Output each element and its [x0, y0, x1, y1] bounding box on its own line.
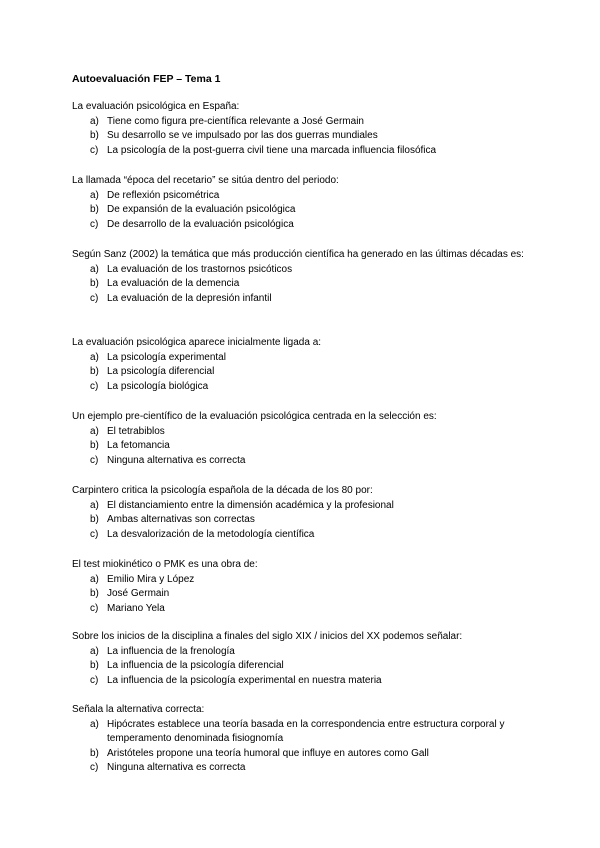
question-9	[72, 703, 532, 776]
option-letter: c)	[90, 762, 99, 774]
option-text: Ambas alternativas son correctas	[107, 514, 255, 526]
option-letter: c)	[90, 674, 99, 686]
options-list	[72, 718, 532, 776]
question-2	[72, 174, 532, 232]
options-list	[72, 573, 532, 617]
option-text: La psicología diferencial	[107, 366, 215, 378]
option-text: Mariano Yela	[107, 602, 165, 614]
option-letter: c)	[90, 144, 99, 156]
question-6	[72, 484, 532, 542]
option-letter: b)	[90, 204, 99, 216]
option-b	[72, 365, 532, 380]
option-text: La influencia de la psicología diferencial	[107, 660, 284, 672]
option-letter: c)	[90, 380, 99, 392]
option-text: De expansión de la evaluación psicológica	[107, 204, 296, 216]
option-text: De desarrollo de la evaluación psicológica	[107, 218, 294, 230]
option-a	[72, 718, 532, 747]
option-text: La fetomancia	[107, 440, 170, 452]
option-letter: b)	[90, 514, 99, 526]
question-text: El test miokinético o PMK es una obra de:	[72, 559, 258, 570]
option-letter: a)	[90, 263, 99, 275]
option-a	[72, 263, 532, 278]
option-letter: a)	[90, 425, 99, 437]
option-c	[72, 144, 532, 159]
question-text: Un ejemplo pre-científico de la evaluación psicológica centrada en la selección es:	[72, 411, 437, 422]
option-text: La evaluación de la demencia	[107, 278, 240, 290]
question-text: Carpintero critica la psicología española de la década de los 80 por:	[72, 485, 373, 496]
option-letter: c)	[90, 528, 99, 540]
option-c	[72, 761, 532, 776]
question-3	[72, 248, 532, 306]
option-b	[72, 587, 532, 602]
option-letter: a)	[90, 115, 99, 127]
options-list	[72, 425, 532, 469]
question-text: La evaluación psicológica aparece inicialmente ligada a:	[72, 337, 322, 348]
option-c	[72, 674, 532, 689]
option-text: Su desarrollo se ve impulsado por las dos guerras mundiales	[107, 130, 378, 142]
option-letter: c)	[90, 218, 99, 230]
option-letter: a)	[90, 573, 99, 585]
option-c	[72, 454, 532, 469]
option-text: Aristóteles propone una teoría humoral que influye en autores como Gall	[107, 747, 429, 759]
option-a	[72, 573, 532, 588]
option-a	[72, 115, 532, 130]
option-c	[72, 292, 532, 307]
option-letter: c)	[90, 292, 99, 304]
option-text: Emilio Mira y López	[107, 573, 195, 585]
question-text: La llamada “época del recetario” se sitúa dentro del periodo:	[72, 175, 339, 186]
options-list	[72, 499, 532, 543]
option-letter: a)	[90, 351, 99, 363]
option-text: El distanciamiento entre la dimensión académica y la profesional	[107, 499, 394, 511]
option-letter: b)	[90, 747, 99, 759]
option-text: Ninguna alternativa es correcta	[107, 762, 246, 774]
question-text: La evaluación psicológica en España:	[72, 101, 240, 112]
option-letter: a)	[90, 645, 99, 657]
question-5	[72, 410, 532, 468]
option-a	[72, 645, 532, 660]
option-letter: b)	[90, 588, 99, 600]
option-a	[72, 425, 532, 440]
option-b	[72, 277, 532, 292]
options-list	[72, 645, 532, 689]
question-7	[72, 558, 532, 616]
question-1	[72, 100, 532, 158]
option-b	[72, 203, 532, 218]
option-letter: b)	[90, 366, 99, 378]
option-b	[72, 129, 532, 144]
option-a	[72, 499, 532, 514]
question-4	[72, 336, 532, 394]
option-text: La evaluación de la depresión infantil	[107, 292, 272, 304]
option-b	[72, 747, 532, 762]
option-a	[72, 351, 532, 366]
option-text: Tiene como figura pre-científica relevante a José Germain	[107, 115, 364, 127]
option-text: La evaluación de los trastornos psicóticos	[107, 263, 293, 275]
option-letter: b)	[90, 440, 99, 452]
question-text: Según Sanz (2002) la temática que más producción científica ha generado en las últimas décadas es:	[72, 249, 524, 260]
question-text: Sobre los inicios de la disciplina a finales del siglo XIX / inicios del XX podemos señalar:	[72, 631, 463, 642]
option-letter: b)	[90, 660, 99, 672]
option-text: La desvalorización de la metodología científica	[107, 528, 315, 540]
option-text: José Germain	[107, 588, 170, 600]
option-c	[72, 528, 532, 543]
question-text: Señala la alternativa correcta:	[72, 704, 205, 715]
document-title: Autoevaluación FEP – Tema 1	[72, 73, 221, 85]
option-letter: a)	[90, 718, 99, 730]
options-list	[72, 115, 532, 159]
options-list	[72, 263, 532, 307]
option-a	[72, 189, 532, 204]
option-letter: a)	[90, 189, 99, 201]
option-letter: b)	[90, 278, 99, 290]
option-text: De reflexión psicométrica	[107, 189, 220, 201]
option-text: La influencia de la psicología experimental en nuestra materia	[107, 674, 382, 686]
option-letter: c)	[90, 602, 99, 614]
question-8	[72, 630, 532, 688]
option-c	[72, 602, 532, 617]
option-text: El tetrabiblos	[107, 425, 165, 437]
option-text: La psicología de la post-guerra civil tiene una marcada influencia filosófica	[107, 144, 437, 156]
option-b	[72, 513, 532, 528]
option-b	[72, 439, 532, 454]
options-list	[72, 189, 532, 233]
option-b	[72, 659, 532, 674]
options-list	[72, 351, 532, 395]
option-text: Ninguna alternativa es correcta	[107, 454, 246, 466]
option-letter: b)	[90, 130, 99, 142]
option-letter: a)	[90, 499, 99, 511]
option-text: La influencia de la frenología	[107, 645, 235, 657]
option-c	[72, 380, 532, 395]
option-c	[72, 218, 532, 233]
option-text: Hipócrates establece una teoría basada en la correspondencia entre estructura corporal y temperamento denominada fisiognomía	[107, 718, 505, 745]
option-text: La psicología experimental	[107, 351, 226, 363]
option-letter: c)	[90, 454, 99, 466]
option-text: La psicología biológica	[107, 380, 209, 392]
